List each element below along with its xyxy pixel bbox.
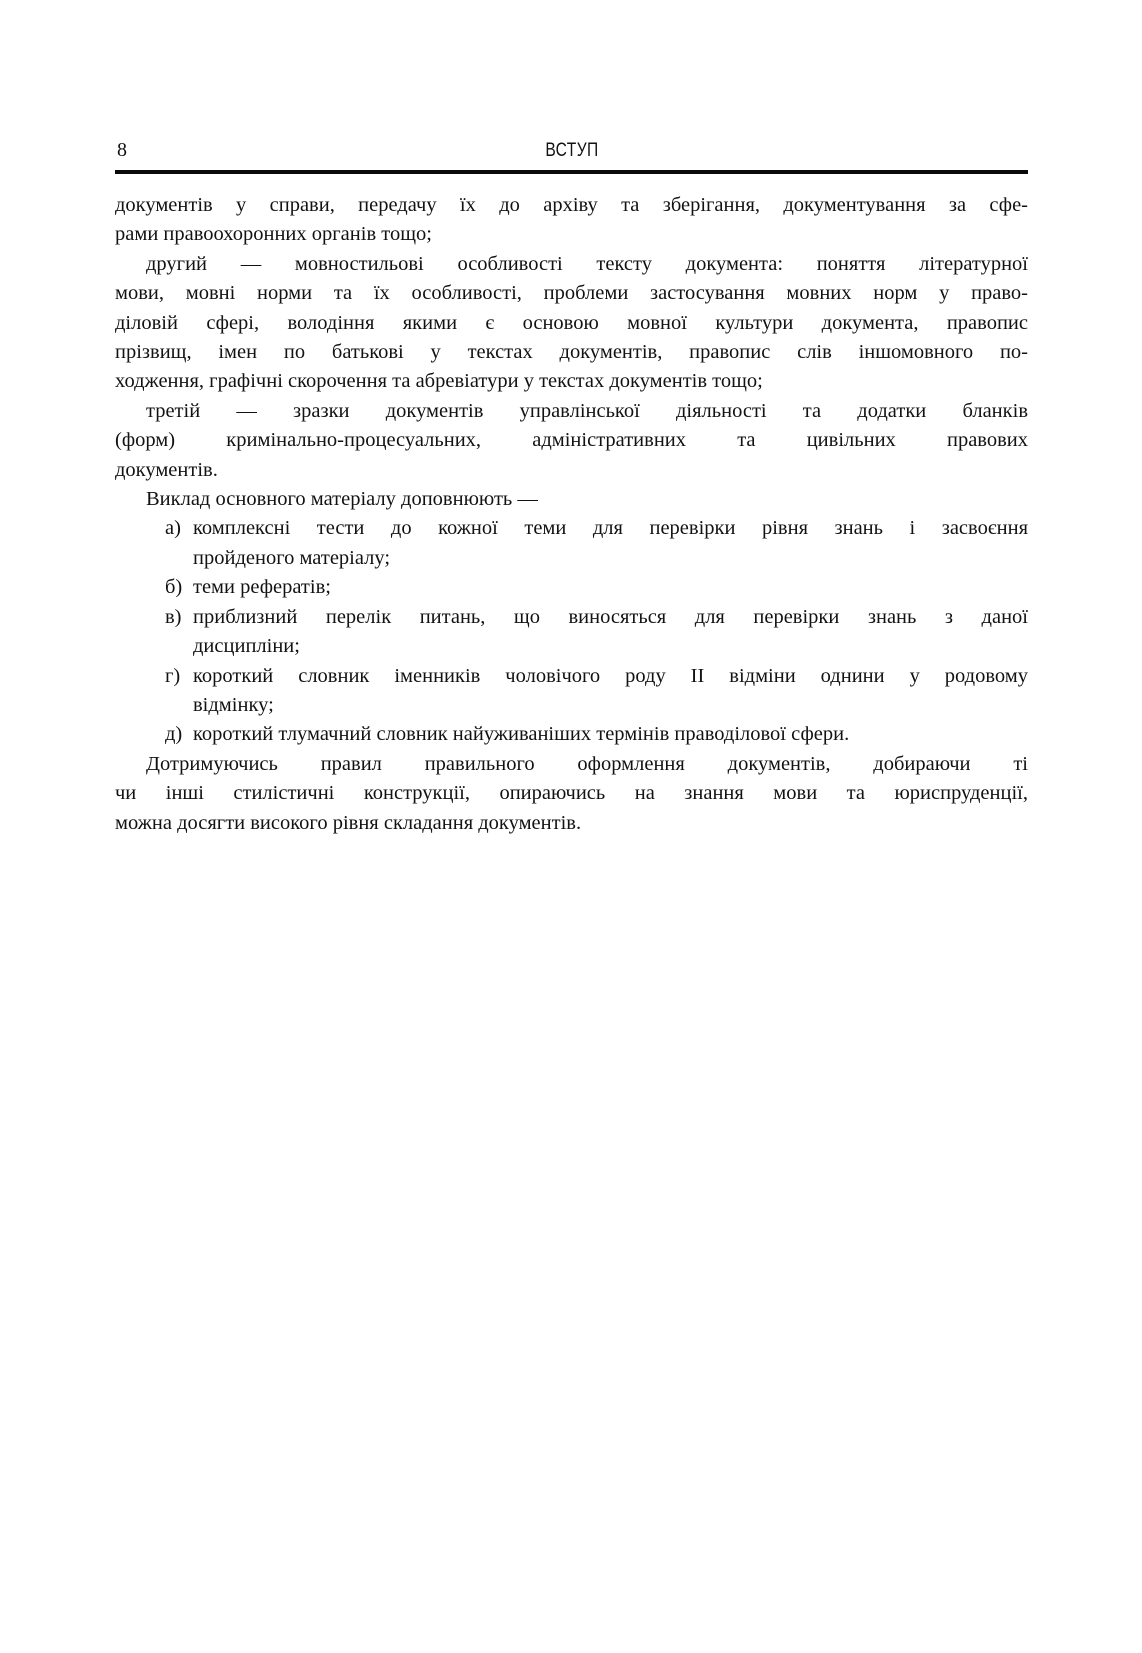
text-line: діловій сфері, володіння якими є основою мовної культури документа, правопис	[115, 311, 1028, 334]
list-item-text: приблизний перелік питань, що виносяться для перевірки знань з даної	[193, 605, 1028, 628]
page-number: 8	[117, 139, 127, 161]
list-marker: а)	[165, 517, 181, 540]
list-item-line: дисципліни;	[193, 635, 300, 658]
running-header	[115, 138, 1028, 162]
list-item-text: комплексні тести до кожної теми для перевірки рівня знань і засвоєння	[193, 517, 1028, 540]
list-item-line	[115, 573, 1028, 602]
text-line: ходження, графічні скорочення та абревіатури у текстах документів тощо;	[115, 370, 763, 393]
text-line: рами правоохоронних органів тощо;	[115, 223, 432, 246]
list-marker: г)	[165, 664, 181, 687]
text-line: чи інші стилістичні конструкції, опираючись на знання мови та юриспруденції,	[115, 782, 1028, 805]
text-line: документів у справи, передачу їх до архіву та зберігання, документування за сфе-	[115, 194, 1028, 216]
page-content	[115, 138, 1028, 838]
list-item-line	[115, 514, 1028, 543]
header-rule	[115, 170, 1028, 174]
list-item-line	[115, 662, 1028, 691]
text-line: Дотримуючись правил правильного оформлення документів, добираючи ті	[146, 752, 1028, 775]
body-text	[115, 191, 1028, 838]
header-title: ВСТУП	[544, 140, 599, 161]
list-item-line: пройденого матеріалу;	[193, 546, 391, 569]
text-line: (форм) кримінально-процесуальних, адміністративних та цивільних правових	[115, 429, 1028, 452]
list-marker: б)	[165, 576, 183, 599]
list-item-line: відмінку;	[193, 693, 274, 716]
list-marker: д)	[165, 723, 183, 746]
text-line: можна досягти високого рівня складання документів.	[115, 811, 582, 834]
text-line: другий — мовностильові особливості тексту документа: поняття літературної	[146, 252, 1028, 275]
text-line: прізвищ, імен по батькові у текстах документів, правопис слів іншомовного по-	[115, 341, 1028, 364]
list-item-text: теми рефератів;	[193, 576, 331, 599]
list-item-text: короткий тлумачний словник найуживаніших термінів праводілової сфери.	[193, 723, 850, 746]
text-line: мови, мовні норми та їх особливості, проблеми застосування мовних норм у право-	[115, 282, 1028, 305]
text-line: Виклад основного матеріалу доповнюють —	[146, 488, 538, 511]
text-line: третій — зразки документів управлінської діяльності та додатки бланків	[146, 399, 1028, 422]
list-item-line	[115, 603, 1028, 632]
list-item-line	[115, 720, 1028, 749]
list-marker: в)	[165, 605, 182, 628]
text-line: документів.	[115, 458, 218, 481]
list-item-text: короткий словник іменників чоловічого роду II відміни однини у родовому	[193, 664, 1028, 687]
